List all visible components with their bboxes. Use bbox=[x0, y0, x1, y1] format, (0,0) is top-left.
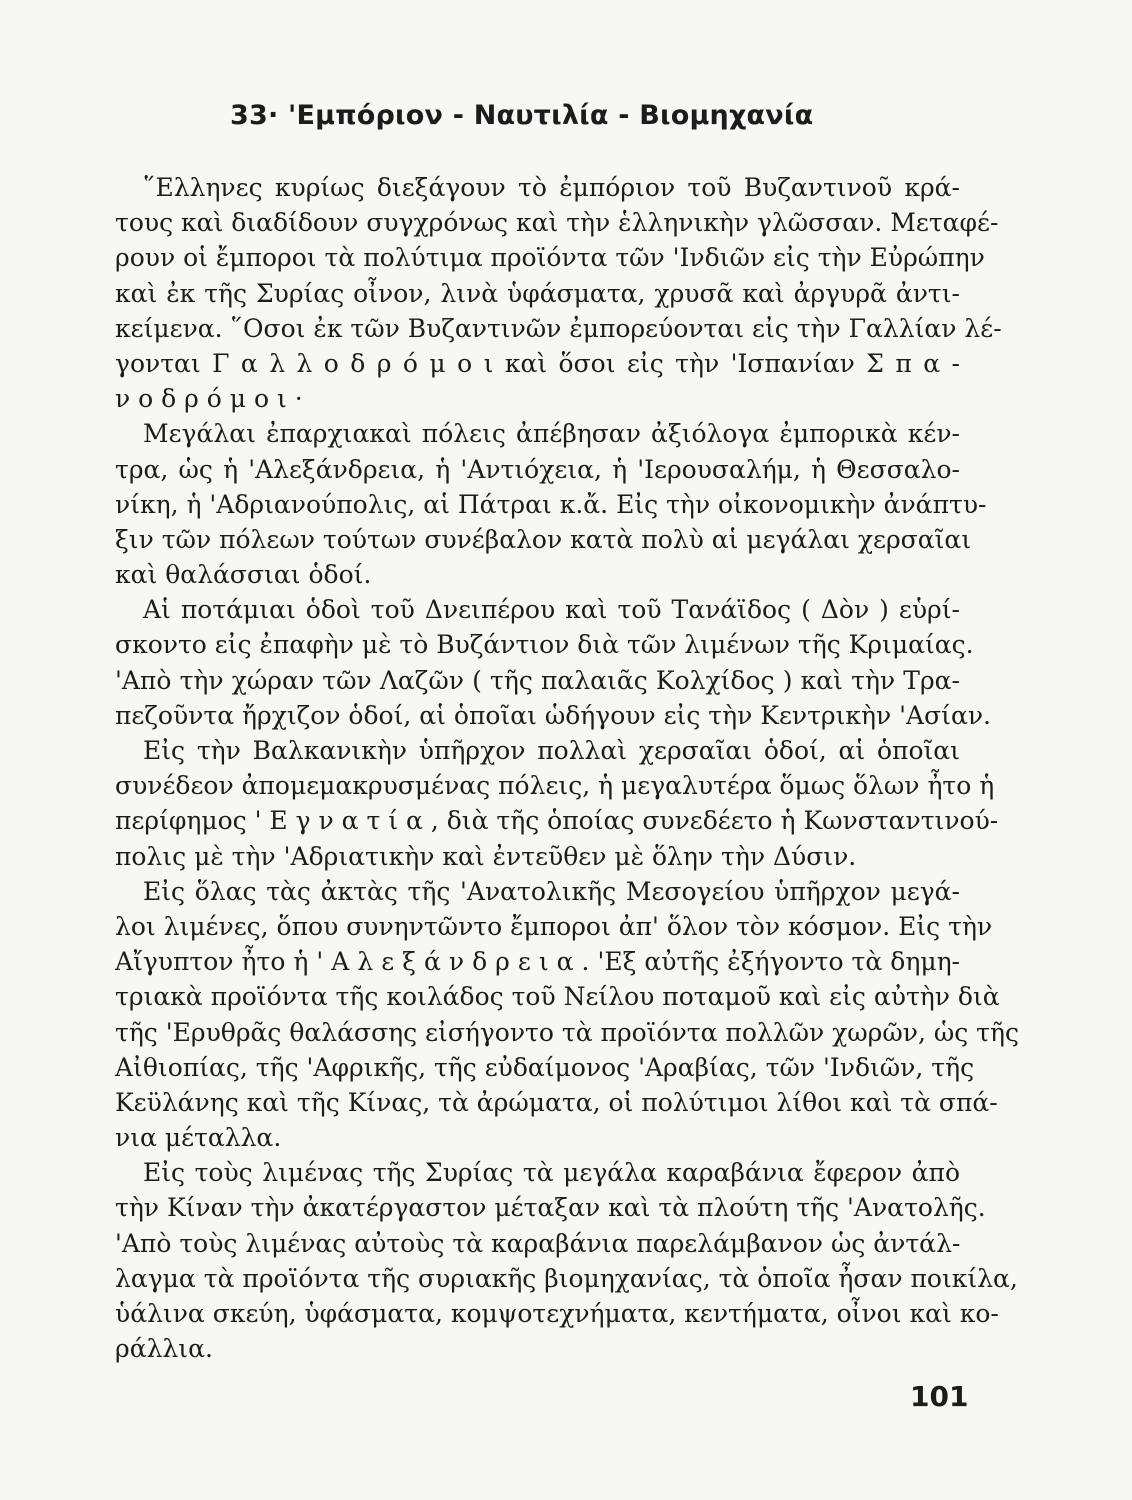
text-line: κείμενα. ῞Οσοι ἐκ τῶν Βυζαντινῶν ἐμπορεύονται εἰς τὴν Γαλλίαν λέ- bbox=[115, 313, 1002, 343]
text-line: τους καὶ διαδίδουν συγχρόνως καὶ τὴν ἑλληνικὴν γλῶσσαν. Μεταφέ- bbox=[115, 208, 999, 238]
text-line: Αἴγυπτον ἦτο ἡ ' Α λ ε ξ ά ν δ ρ ε ι α . 'Εξ αὐτῆς ἐξήγοντο τὰ δημη- bbox=[115, 947, 960, 977]
text-line: Μεγάλαι ἐπαρχιακαὶ πόλεις ἀπέβησαν ἀξιόλογα ἐμπορικὰ κέν- bbox=[143, 419, 960, 449]
text-line: λαγμα τὰ προϊόντα τῆς συριακῆς βιομηχανίας, τὰ ὁποῖα ἦσαν ποικίλα, bbox=[115, 1263, 1018, 1293]
page-number: 101 bbox=[910, 1380, 969, 1413]
text-line: τρα, ὡς ἡ 'Αλεξάνδρεια, ἡ 'Αντιόχεια, ἡ 'Ιερουσαλήμ, ἡ Θεσσαλο- bbox=[115, 454, 960, 484]
text-line: νια μέταλλα. bbox=[115, 1123, 282, 1153]
text-line: Αἱ ποτάμιαι ὁδοὶ τοῦ Δνειπέρου καὶ τοῦ Τανάϊδος ( Δὸν ) εὑρί- bbox=[143, 595, 960, 625]
text-line: καὶ θαλάσσιαι ὁδοί. bbox=[115, 560, 372, 590]
text-line: Εἰς ὅλας τὰς ἀκτὰς τῆς 'Ανατολικῆς Μεσογείου ὑπῆρχον μεγά- bbox=[143, 876, 960, 906]
text-line: ράλλια. bbox=[115, 1334, 213, 1364]
text-line: 'Απὸ τὴν χώραν τῶν Λαζῶν ( τῆς παλαιᾶς Κολχίδος ) καὶ τὴν Τρα- bbox=[115, 665, 960, 695]
text-line: ρουν οἱ ἔμποροι τὰ πολύτιμα προϊόντα τῶν 'Ινδιῶν εἰς τὴν Εὐρώπην bbox=[115, 243, 985, 273]
text-line: τὴν Κίναν τὴν ἀκατέργαστον μέταξαν καὶ τὰ πλούτη τῆς 'Ανατολῆς. bbox=[115, 1193, 986, 1223]
text-line: 'Απὸ τοὺς λιμένας αὐτοὺς τὰ καραβάνια παρελάμβανον ὡς ἀντάλ- bbox=[115, 1228, 961, 1258]
text-line: πεζοῦντα ἤρχιζον ὁδοί, αἱ ὁποῖαι ὡδήγουν εἰς τὴν Κεντρικὴν 'Ασίαν. bbox=[115, 700, 991, 730]
text-line: περίφημος ' Ε γ ν α τ ί α , διὰ τῆς ὁποίας συνεδέετο ἡ Κωνσταντινού- bbox=[115, 806, 999, 836]
text-line: σκοντο εἰς ἐπαφὴν μὲ τὸ Βυζάντιον διὰ τῶν λιμένων τῆς Κριμαίας. bbox=[115, 630, 974, 660]
text-line: καὶ ἐκ τῆς Συρίας οἶνον, λινὰ ὑφάσματα, χρυσᾶ καὶ ἀργυρᾶ ἀντι- bbox=[115, 278, 960, 308]
body-text bbox=[115, 170, 1019, 1366]
paragraph-2 bbox=[115, 416, 987, 592]
text-line: Εἰς τὴν Βαλκανικὴν ὑπῆρχον πολλαὶ χερσαῖαι ὁδοί, αἱ ὁποῖαι bbox=[143, 736, 960, 765]
text-line: τριακὰ προϊόντα τῆς κοιλάδος τοῦ Νείλου ποταμοῦ καὶ εἰς αὐτὴν διὰ bbox=[115, 982, 1000, 1012]
text-line: νίκη, ἡ 'Αδριανούπολις, αἱ Πάτραι κ.ἄ. Εἰς τὴν οἰκονομικὴν ἀνάπτυ- bbox=[115, 489, 987, 519]
text-line: ὑάλινα σκεύη, ὑφάσματα, κομψοτεχνήματα, κεντήματα, οἶνοι καὶ κο- bbox=[115, 1299, 999, 1328]
text-line: συνέδεον ἀπομεμακρυσμένας πόλεις, ἡ μεγαλυτέρα ὅμως ὅλων ἦτο ἡ bbox=[115, 771, 995, 801]
text-line: Κεϋλάνης καὶ τῆς Κίνας, τὰ ἀρώματα, οἱ πολύτιμοι λίθοι καὶ τὰ σπά- bbox=[115, 1087, 998, 1117]
text-line: πολις μὲ τὴν 'Αδριατικὴν καὶ ἐντεῦθεν μὲ ὅλην τὴν Δύσιν. bbox=[115, 841, 857, 871]
text-line: λοι λιμένες, ὅπου συνηντῶντο ἔμποροι ἀπ' ὅλον τὸν κόσμον. Εἰς τὴν bbox=[115, 911, 993, 941]
paragraph-5 bbox=[115, 874, 1019, 1156]
text-line: Αἰθιοπίας, τῆς 'Αφρικῆς, τῆς εὐδαίμονος 'Αραβίας, τῶν 'Ινδιῶν, τῆς bbox=[115, 1052, 975, 1082]
text-line: ν ο δ ρ ό μ ο ι · bbox=[115, 384, 303, 414]
text-line: γονται Γ α λ λ ο δ ρ ό μ ο ι καὶ ὅσοι εἰς τὴν 'Ισπανίαν Σ π α - bbox=[115, 348, 960, 378]
text-line: ξιν τῶν πόλεων τούτων συνέβαλον κατὰ πολὺ αἱ μεγάλαι χερσαῖαι bbox=[115, 524, 972, 554]
text-line: τῆς 'Ερυθρᾶς θαλάσσης εἰσήγοντο τὰ προϊόντα πολλῶν χωρῶν, ὡς τῆς bbox=[115, 1017, 1019, 1047]
paragraph-1 bbox=[115, 170, 1002, 416]
paragraph-4 bbox=[115, 733, 999, 874]
text-line: Εἰς τοὺς λιμένας τῆς Συρίας τὰ μεγάλα καραβάνια ἔφερον ἀπὸ bbox=[143, 1158, 960, 1188]
chapter-title: 33· 'Εμπόριον - Ναυτιλία - Βιομηχανία bbox=[230, 100, 814, 131]
text-line: ῞Ελληνες κυρίως διεξάγουν τὸ ἐμπόριον τοῦ Βυζαντινοῦ κρά- bbox=[143, 173, 960, 202]
paragraph-3 bbox=[115, 592, 991, 733]
paragraph-6 bbox=[115, 1155, 1018, 1366]
